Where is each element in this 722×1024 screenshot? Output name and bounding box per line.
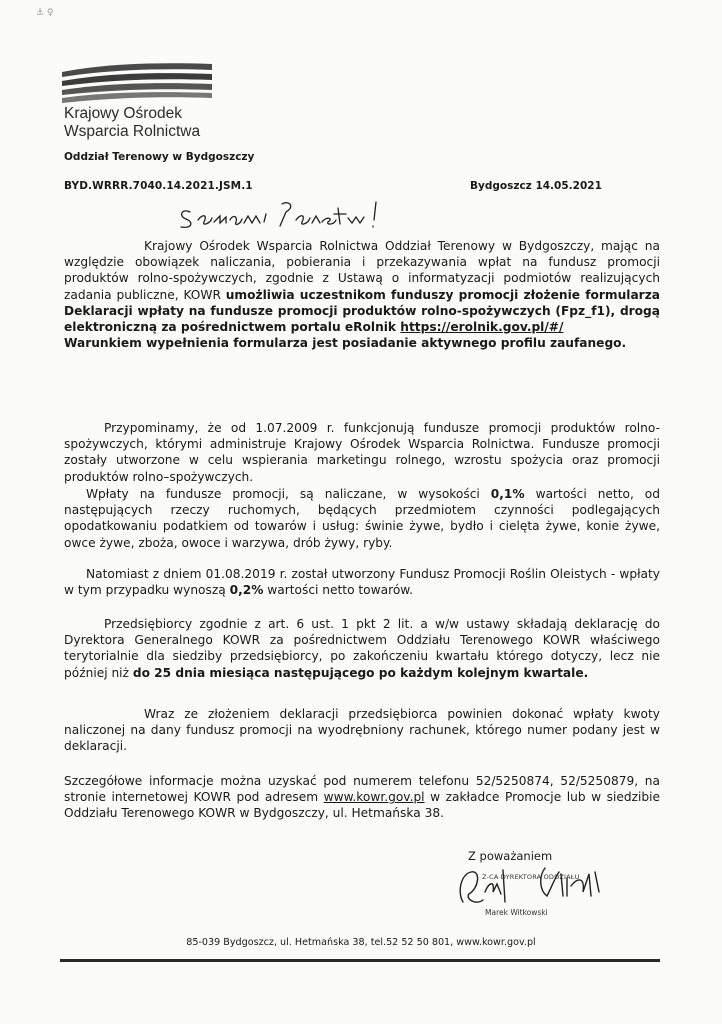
- footer-address: 85-039 Bydgoszcz, ul. Hetmańska 38, tel.52 52 50 801, www.kowr.gov.pl: [186, 937, 536, 948]
- department-name: Oddział Terenowy w Bydgoszczy: [64, 151, 255, 163]
- paragraph-payment: [64, 706, 660, 755]
- paragraph-reminder: [64, 420, 660, 485]
- footer-divider: [60, 958, 660, 963]
- rate-text-1: Wpłaty na fundusze promocji, są naliczane, w wysokości: [86, 487, 491, 501]
- logo-line-1: Krajowy Ośrodek: [64, 105, 183, 122]
- intro-bold-text: umożliwia uczestnikom funduszy promocji złożenie formularza Deklaracji wpłaty na fundusze promocji produktów rolno-spożywczych (Fpz_f1), drogą elektroniczną za pośrednictwem portalu eRolnik: [64, 287, 661, 335]
- oilseed-text-1: Natomiast z dniem 01.08.2019 r. został utworzony Fundusz Promocji Roślin Oleistych - wpłaty w tym przypadku wynoszą: [64, 567, 660, 598]
- contact-text-2: w zakładce Promocje lub w siedzibie Oddziału Terenowego KOWR w Bydgoszczy, ul. Hetmańska 38.: [64, 790, 660, 821]
- rate-value: 0,1%: [490, 487, 525, 501]
- paragraph-oilseed-fund: [64, 566, 660, 598]
- letter-date: Bydgoszcz 14.05.2021: [470, 180, 602, 192]
- erolnik-link[interactable]: https://erolnik.gov.pl/#/: [400, 320, 564, 335]
- payment-text: Wraz ze złożeniem deklaracji przedsiębiorca powinien dokonać wpłaty kwoty naliczonej na dany fundusz promocji na wyodrębniony rachunek, którego numer podany jest w deklaracji.: [64, 707, 660, 754]
- reference-number: BYD.WRRR.7040.14.2021.JSM.1: [64, 180, 253, 192]
- logo-line-2: Wsparcia Rolnictwa: [64, 123, 201, 140]
- corner-mark: ⚓ ♀: [36, 8, 54, 18]
- declaration-deadline: do 25 dnia miesiąca następującego po każdym kolejnym kwartale.: [132, 665, 589, 680]
- paragraph-contact: [64, 773, 660, 822]
- kowr-logo-waves-icon: [62, 60, 212, 106]
- stamp-name: Marek Witkowski: [485, 908, 548, 917]
- contact-text-1: Szczegółowe informacje można uzyskać pod numerem telefonu 52/5250874, 52/5250879, na stronie internetowej KOWR pod adresem: [64, 774, 660, 805]
- oilseed-rate-value: 0,2%: [229, 583, 264, 598]
- kowr-website-link[interactable]: www.kowr.gov.pl: [323, 790, 425, 805]
- handwritten-salutation: [176, 198, 416, 232]
- profile-requirement: Warunkiem wypełnienia formularza jest posiadanie aktywnego profilu zaufanego.: [64, 336, 627, 351]
- closing-regards: Z poważaniem: [468, 849, 553, 863]
- paragraph-declaration: [64, 616, 660, 681]
- paragraph-intro: [64, 238, 660, 351]
- rate-text-2: wartości netto, od następujących rzeczy ruchomych, będących przedmiotem czynności podlegających opodatkowaniu podatkiem od towarów i usług: świnie żywe, bydło i cielęta żywe, konie żywe, owce żywe, zboża, owoce i warzywa, drób żywy, ryby.: [64, 487, 660, 550]
- kowr-logo-text: [64, 105, 200, 141]
- reminder-text: Przypominamy, że od 1.07.2009 r. funkcjonują fundusze promocji produktów rolno-spożywczych, którymi administruje Krajowy Ośrodek Wsparcia Rolnictwa. Fundusze promocji zostały utworzone w celu wspierania marketingu rolnego, wzrostu spożycia oraz promocji produktów rolno–spożywczych.: [64, 421, 660, 484]
- declaration-text: Przedsiębiorcy zgodnie z art. 6 ust. 1 pkt 2 lit. a w/w ustawy składają deklarację do Dyrektora Generalnego KOWR za pośrednictwem Oddziału Terenowego KOWR właściwego terytorialnie dla siedziby przedsiębiorcy, po zakończeniu kwartału którego dotyczy, lecz nie później niż: [64, 617, 660, 680]
- stamp-title: Z-CA DYREKTORA ODDZIAŁU: [482, 873, 580, 881]
- paragraph-payment-rate: [64, 486, 660, 551]
- oilseed-text-2: wartości netto towarów.: [263, 583, 413, 598]
- handwritten-signature: [455, 862, 615, 912]
- intro-text: Krajowy Ośrodek Wsparcia Rolnictwa Oddział Terenowy w Bydgoszczy, mając na względzie obowiązek naliczania, pobierania i przekazywania wpłat na fundusz promocji produktów rolno-spożywczych, zgodnie z Ustawą o informatyzacji podmiotów realizujących zadania publiczne, KOWR: [64, 239, 660, 302]
